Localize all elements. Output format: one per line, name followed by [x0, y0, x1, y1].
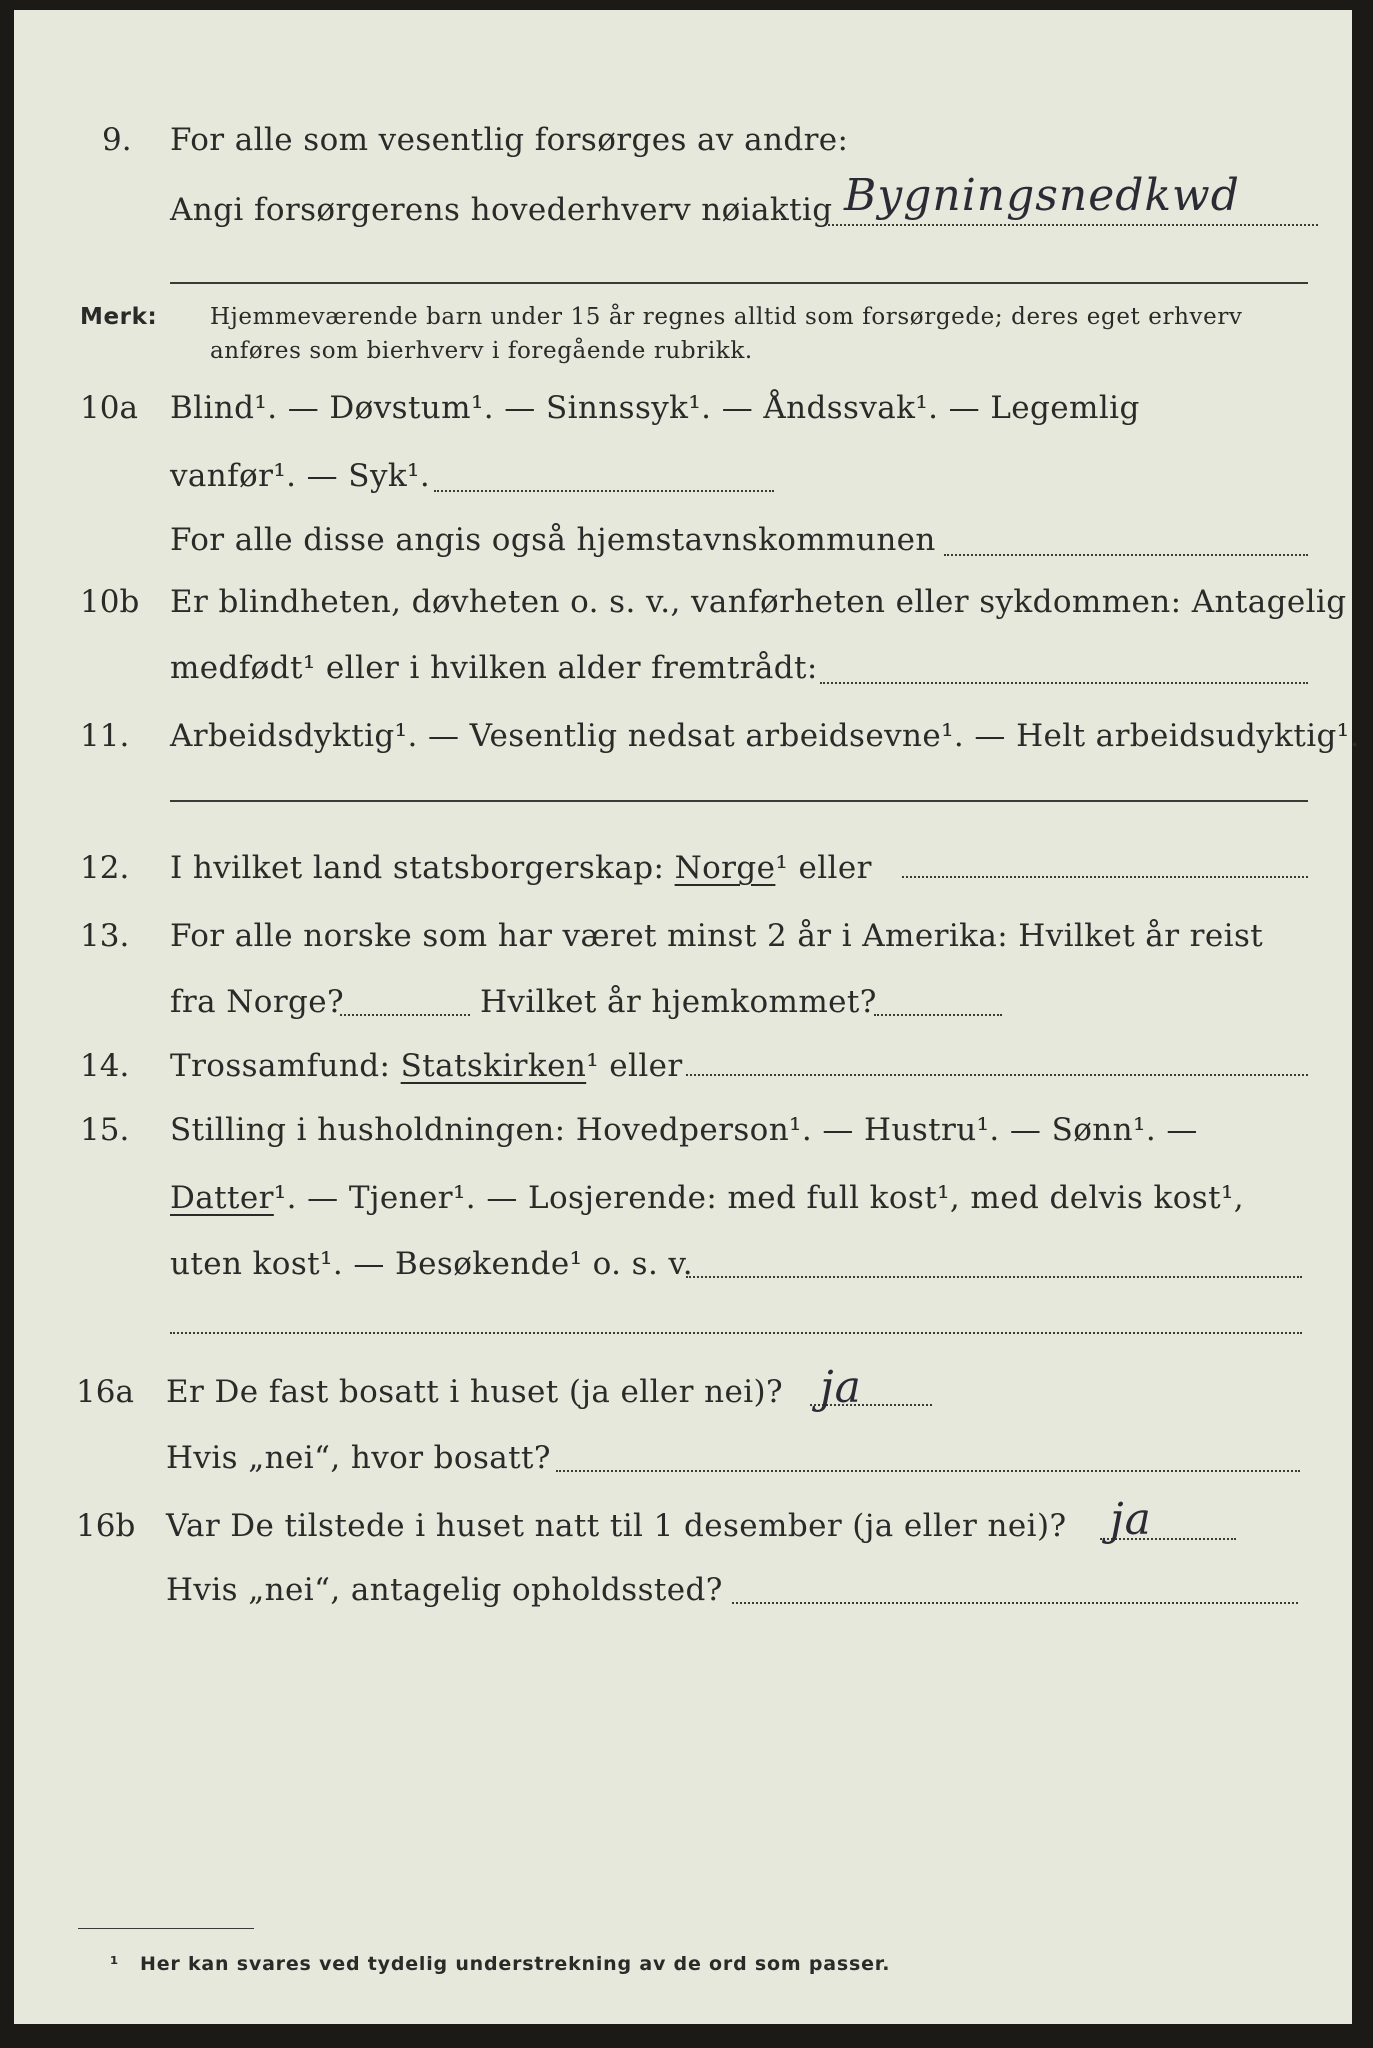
q14-number: 14.: [80, 1048, 130, 1084]
q16b-line2: Hvis „nei“, antagelig opholdssted?: [166, 1572, 723, 1608]
q12-number: 12.: [80, 850, 130, 886]
q16b-answer-handwritten: ja: [1110, 1494, 1152, 1545]
q12-norge-underlined: Norge: [674, 850, 776, 886]
q10a-number: 10a: [80, 390, 138, 426]
q16a-answer-handwritten: ja: [820, 1362, 862, 1413]
census-form-page: [14, 10, 1360, 2024]
q16b-opholdssted-line: [732, 1602, 1298, 1604]
q9-answer-line: [828, 224, 1318, 226]
q14-suffix: ¹ eller: [586, 1048, 683, 1084]
q16a-number: 16a: [76, 1374, 134, 1410]
q10a-line3: For alle disse angis også hjemstavnskommunen: [170, 522, 936, 558]
q11-answer-line: [170, 800, 1308, 802]
q16a-line1: Er De fast bosatt i huset (ja eller nei)?: [166, 1374, 784, 1410]
q12-suffix: ¹ eller: [775, 850, 872, 886]
q15-extra-line: [170, 1332, 1302, 1334]
q16b-line1: Var De tilstede i huset natt til 1 desember (ja eller nei)?: [166, 1508, 1067, 1544]
q12-answer-line: [902, 876, 1308, 878]
q14-line: [170, 1046, 683, 1086]
footnote-separator: [78, 1928, 254, 1929]
q11-number: 11.: [80, 718, 130, 754]
q11-line1: Arbeidsdyktig¹. — Vesentlig nedsat arbeidsevne¹. — Helt arbeidsudyktig¹.: [170, 718, 1360, 754]
q12-prefix: I hvilket land statsborgerskap:: [170, 850, 665, 886]
q15-line2: [170, 1178, 1244, 1218]
q15-answer-line: [686, 1276, 1302, 1278]
merk-line1: Hjemmeværende barn under 15 år regnes alltid som forsørgede; deres eget erhverv: [210, 304, 1243, 330]
q13-line2b: Hvilket år hjemkommet?: [480, 984, 877, 1020]
q14-statskirken-underlined: Statskirken: [400, 1048, 587, 1084]
q10b-answer-line: [820, 682, 1308, 684]
q9-extra-line: [170, 282, 1308, 284]
q12-line: [170, 848, 872, 888]
q14-answer-line: [686, 1074, 1308, 1076]
q10b-line2: medfødt¹ eller i hvilken alder fremtrådt:: [170, 650, 818, 686]
q16a-bosatt-line: [556, 1470, 1300, 1472]
q16a-line2: Hvis „nei“, hvor bosatt?: [166, 1440, 551, 1476]
q9-line1: For alle som vesentlig forsørges av andre:: [170, 122, 849, 158]
q10a-kommune-line: [944, 554, 1308, 556]
footnote-mark: ¹: [110, 1953, 120, 1975]
q14-prefix: Trossamfund:: [170, 1048, 391, 1084]
q13-number: 13.: [80, 918, 130, 954]
q10a-line1: Blind¹. — Døvstum¹. — Sinnssyk¹. — Åndssvak¹. — Legemlig: [170, 390, 1140, 426]
q13-hjemkommet-line: [874, 1014, 1002, 1016]
q10a-syk-line: [434, 490, 774, 492]
q10a-line2: vanfør¹. — Syk¹.: [170, 458, 431, 494]
q13-line1: For alle norske som har været minst 2 år i Amerika: Hvilket år reist: [170, 918, 1264, 954]
q15-line3: uten kost¹. — Besøkende¹ o. s. v.: [170, 1246, 693, 1282]
q9-answer-handwritten: Bygningsnedkwd: [844, 170, 1240, 221]
q13-reist-line: [340, 1014, 470, 1016]
q10b-number: 10b: [80, 584, 140, 620]
footnote-text: Her kan svares ved tydelig understrekning av de ord som passer.: [140, 1953, 891, 1975]
q15-line2-rest: ¹. — Tjener¹. — Losjerende: med full kost¹, med delvis kost¹,: [273, 1180, 1245, 1216]
q15-datter-underlined: Datter: [170, 1180, 274, 1216]
q9-number: 9.: [102, 122, 132, 158]
merk-line2: anføres som bierhverv i foregående rubrikk.: [210, 338, 753, 364]
q10b-line1: Er blindheten, døvheten o. s. v., vanførheten eller sykdommen: Antagelig: [170, 584, 1347, 620]
merk-label: Merk:: [80, 304, 158, 330]
q15-line1: Stilling i husholdningen: Hovedperson¹. — Hustru¹. — Sønn¹. —: [170, 1112, 1198, 1148]
q15-number: 15.: [80, 1112, 130, 1148]
q16b-number: 16b: [76, 1508, 136, 1544]
q13-line2a: fra Norge?: [170, 984, 345, 1020]
q9-line2: Angi forsørgerens hovederhverv nøiaktig: [170, 192, 833, 228]
